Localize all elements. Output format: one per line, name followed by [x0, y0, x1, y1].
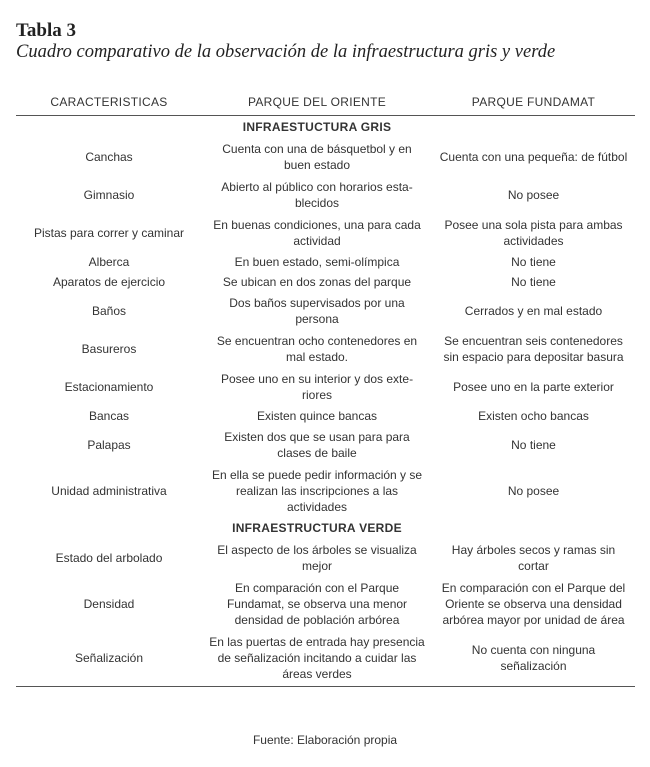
- row-label: Gimnasio: [83, 188, 135, 202]
- oriente-cell: En ella se puede pedir información y se realizan las inscripciones a las actividades: [211, 467, 423, 514]
- fundamat-cell: Existen ocho bancas: [478, 409, 589, 423]
- oriente-cell: Cuenta con una de básquetbol y en buen estado: [222, 142, 412, 172]
- row-label: Unidad administrativa: [51, 483, 167, 498]
- fundamat-cell: No tiene: [511, 438, 556, 452]
- oriente-cell: Posee uno en su interior y dos exteriores: [220, 372, 414, 402]
- fundamat-cell: Cuenta con una pequeña: de fútbol: [439, 150, 628, 164]
- fundamat-cell: No cuenta con ninguna señalización: [432, 630, 635, 687]
- oriente-cell: Se encuentran ocho contenedores en mal estado.: [216, 334, 418, 364]
- table-row: [16, 292, 635, 330]
- table-row: [16, 368, 635, 406]
- row-label: Baños: [91, 304, 127, 318]
- row-label: Pistas para correr y caminar: [33, 226, 185, 240]
- section-gris-row: [16, 116, 635, 139]
- table-row: [16, 272, 635, 292]
- fundamat-cell: Cerrados y en mal estado: [464, 304, 603, 318]
- table-row: [16, 539, 635, 577]
- oriente-cell: El aspecto de los árboles se visualiza mejor: [217, 543, 417, 573]
- fundamat-cell: No posee: [507, 483, 560, 498]
- fundamat-cell: No tiene: [511, 255, 556, 269]
- oriente-cell: Abierto al público con horarios establecidos: [221, 180, 413, 210]
- oriente-cell: Dos baños supervisados por una persona: [229, 296, 405, 326]
- row-label: Palapas: [87, 438, 131, 452]
- fundamat-cell: No posee: [507, 188, 560, 202]
- header-row: [16, 89, 635, 116]
- oriente-cell: En buen estado, semi-olímpica: [234, 255, 400, 269]
- table-row: [16, 630, 635, 687]
- fundamat-cell: Posee una sola pista para ambas actividades: [444, 218, 623, 248]
- section-title: INFRAESTRUCTURA VERDE: [232, 521, 402, 535]
- row-label: Estado del arbolado: [55, 551, 163, 565]
- row-label: Bancas: [88, 409, 130, 423]
- row-label: Canchas: [85, 150, 133, 164]
- source-note: Fuente: Elaboración propia: [252, 733, 398, 747]
- table-title: Tabla 3: [16, 20, 77, 41]
- fundamat-cell: Se encuentran seis contenedores sin espacio para depositar basura: [443, 334, 624, 364]
- header-characteristics: CARACTERISTICAS: [16, 89, 202, 116]
- oriente-cell: En buenas condiciones, una para cada actividad: [213, 218, 421, 248]
- row-label: Señalización: [16, 630, 202, 687]
- comparison-table: [16, 89, 635, 687]
- oriente-cell: En comparación con el Parque Fundamat, se observa una menor densidad de población arbórea: [226, 580, 408, 627]
- table-row: [16, 176, 635, 214]
- table-row: [16, 577, 635, 630]
- table-row: [16, 406, 635, 426]
- section-title: INFRAESTUCTURA GRIS: [242, 120, 392, 134]
- oriente-cell: Existen quince bancas: [256, 409, 378, 423]
- table-subtitle: Cuadro comparativo de la observación de la infraestructura gris y verde: [16, 42, 556, 62]
- header-parque-fundamat: PARQUE FUNDAMAT: [432, 89, 635, 116]
- table-row: [16, 330, 635, 368]
- header-parque-oriente: PARQUE DEL ORIENTE: [202, 89, 432, 116]
- fundamat-cell: Posee uno en la parte exterior: [453, 380, 614, 394]
- table-row: [16, 138, 635, 176]
- row-label: Estacionamiento: [64, 380, 154, 394]
- oriente-cell: Se ubican en dos zonas del parque: [222, 275, 412, 289]
- fundamat-cell: Hay árboles secos y ramas sin cortar: [451, 543, 616, 573]
- table-row: [16, 426, 635, 464]
- oriente-cell: En las puertas de entrada hay presencia de señalización incitando a cuidar las áreas verdes: [202, 630, 432, 687]
- row-label: Basureros: [81, 342, 137, 356]
- section-verde-row: [16, 517, 635, 539]
- row-label: Alberca: [88, 255, 130, 269]
- table-row: [16, 252, 635, 272]
- row-label: Aparatos de ejercicio: [52, 275, 166, 289]
- oriente-cell: Existen dos que se usan para para clases de baile: [224, 430, 410, 460]
- fundamat-cell: En comparación con el Parque del Oriente se observa una densidad arbórea mayor por unidad de área: [441, 580, 626, 627]
- table-row: [16, 214, 635, 252]
- fundamat-cell: No tiene: [511, 275, 556, 289]
- row-label: Densidad: [83, 596, 135, 611]
- table-row: [16, 464, 635, 517]
